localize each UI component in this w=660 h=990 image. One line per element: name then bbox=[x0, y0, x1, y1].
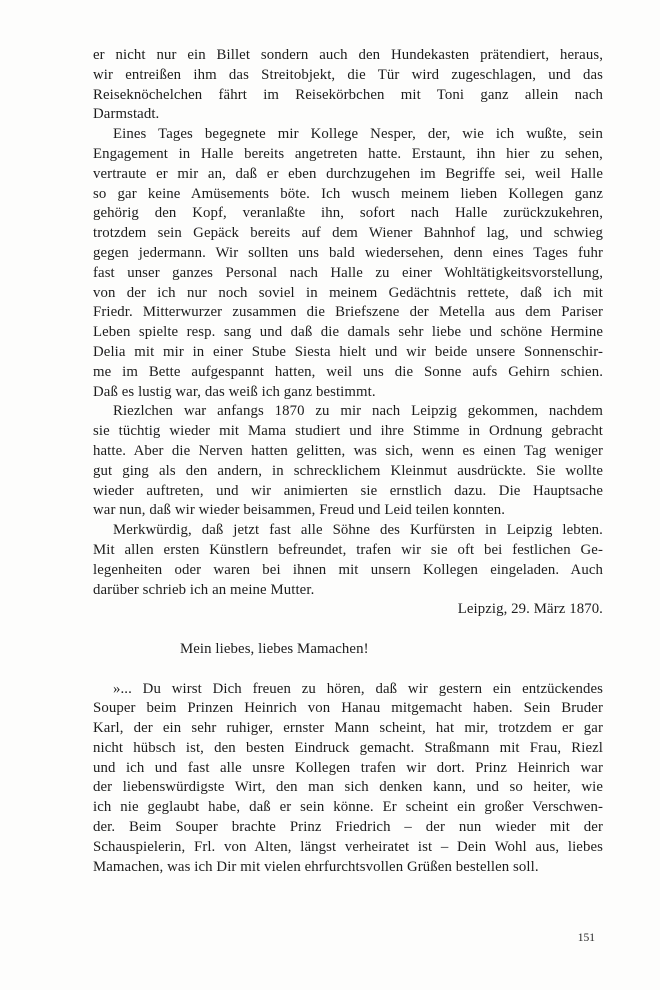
text-line: Merkwürdig, daß jetzt fast alle Söhne des Kurfürsten in Leipzig lebten. bbox=[113, 522, 603, 539]
salutation bbox=[93, 640, 603, 660]
text-line: Mit allen ersten Künstlern befreundet, trafen wir sie oft bei festlichen Ge- bbox=[93, 541, 603, 558]
text-line: gut ging als den andern, in schrecklichem Kleinmut ausdrückte. Sie wollte bbox=[93, 462, 603, 479]
paragraph-kurfuersten bbox=[93, 521, 603, 600]
text-line: Riezlchen war anfangs 1870 zu mir nach Leipzig gekommen, nachdem bbox=[113, 403, 603, 420]
text-line: vertraute er mir an, daß er eben durchzugehen im Begriffe sei, weil Halle bbox=[93, 165, 603, 182]
salutation-text: Mein liebes, liebes Mamachen! bbox=[180, 640, 369, 657]
text-line: hatte. Aber die Nerven hatten gelitten, was sich, wenn es einen Tag weniger bbox=[93, 442, 603, 459]
text-line: Leben spielte resp. sang und daß die damals sehr liebe und schöne Hermine bbox=[93, 324, 603, 341]
text-line: wir entreißen ihm das Streitobjekt, die Tür wird zugeschlagen, und das bbox=[93, 66, 603, 83]
page-text-block bbox=[93, 46, 603, 877]
text-line: wieder auftreten, und wir animierten sie ernstlich dazu. Die Hauptsache bbox=[93, 482, 603, 499]
text-line: fast unser ganzes Personal nach Halle zu einer Wohltätigkeitsvorstellung, bbox=[93, 264, 603, 281]
page-number: 151 bbox=[577, 932, 595, 944]
text-line: war nun, daß wir wieder beisammen, Freud und Leid teilen konnten. bbox=[93, 502, 506, 519]
text-line: Karl, der ein sehr ruhiger, ernster Mann scheint, hat mir, trotzdem er gar bbox=[93, 720, 603, 737]
text-line: ich nie geglaubt habe, daß er sein könne. Er scheint ein großer Verschwen- bbox=[93, 799, 603, 816]
text-line: darüber schrieb ich an meine Mutter. bbox=[93, 581, 315, 598]
text-line: Friedr. Mitterwurzer zusammen die Briefszene der Metella aus dem Pariser bbox=[93, 304, 603, 321]
dateline-text: Leipzig, 29. März 1870. bbox=[457, 601, 603, 618]
text-line: Souper beim Prinzen Heinrich von Hanau mitgemacht haben. Sein Bruder bbox=[93, 700, 603, 717]
text-line: so gar keine Amüsements böte. Ich wusch meinem lieben Kollegen ganz bbox=[93, 185, 603, 202]
paragraph-riezlchen bbox=[93, 402, 603, 521]
text-line: Eines Tages begegnete mir Kollege Nesper, der, wie ich wußte, sein bbox=[113, 126, 603, 143]
text-line: Delia mit mir in einer Stube Siesta hielt und wir beide unsere Sonnenschir- bbox=[93, 343, 603, 360]
paragraph-billet bbox=[93, 46, 603, 125]
text-line: gehörig den Kopf, veranlaßte ihn, sofort nach Halle zurückzukehren, bbox=[93, 205, 603, 222]
letter-paragraph bbox=[93, 680, 603, 878]
text-line: Darmstadt. bbox=[93, 106, 160, 123]
text-line: und ich und fast alle unsre Kollegen trafen wir dort. Prinz Heinrich war bbox=[93, 759, 603, 776]
text-line: der. Beim Souper brachte Prinz Friedrich – der nun wieder mit der bbox=[93, 819, 603, 836]
text-line: Daß es lustig war, das weiß ich ganz bestimmt. bbox=[93, 383, 376, 400]
text-line: sie tüchtig wieder mit Mama studiert und ihre Stimme in Ordnung gebracht bbox=[93, 423, 603, 440]
dateline bbox=[93, 600, 603, 620]
text-line: Mamachen, was ich Dir mit vielen ehrfurchtsvollen Grüßen bestellen soll. bbox=[93, 858, 539, 875]
text-line: von der ich nur noch soviel in meinem Gedächtnis rettete, daß ich mit bbox=[93, 284, 603, 301]
text-line: Reiseknöchelchen fährt im Reisekörbchen mit Toni ganz allein nach bbox=[93, 86, 603, 103]
text-line: »... Du wirst Dich freuen zu hören, daß wir gestern ein entzückendes bbox=[113, 680, 603, 697]
text-line: der liebenswürdigste Wirt, den man sich denken kann, und so heiter, wie bbox=[93, 779, 603, 796]
text-line: Schauspielerin, Frl. von Alten, längst verheiratet ist – Dein Wohl aus, liebes bbox=[93, 838, 603, 855]
text-line: gegen jedermann. Wir sollten uns bald wiedersehen, denn eines Tages fuhr bbox=[93, 244, 603, 261]
text-line: legenheiten oder waren bei ihnen mit unsern Kollegen eingeladen. Auch bbox=[93, 561, 603, 578]
text-line: trotzdem sein Gepäck bereits auf dem Wiener Bahnhof lag, und schwieg bbox=[93, 225, 603, 242]
text-line: Engagement in Halle bereits angetreten hatte. Erstaunt, ihn hier zu sehen, bbox=[93, 145, 603, 162]
text-line: nicht hübsch ist, den besten Eindruck gemacht. Straßmann mit Frau, Riezl bbox=[93, 739, 603, 756]
paragraph-nesper bbox=[93, 125, 603, 402]
text-line: me im Bette aufgespannt hatten, weil uns die Sonne aufs Gehirn schien. bbox=[93, 363, 603, 380]
text-line: er nicht nur ein Billet sondern auch den Hundekasten prätendiert, heraus, bbox=[93, 47, 603, 63]
